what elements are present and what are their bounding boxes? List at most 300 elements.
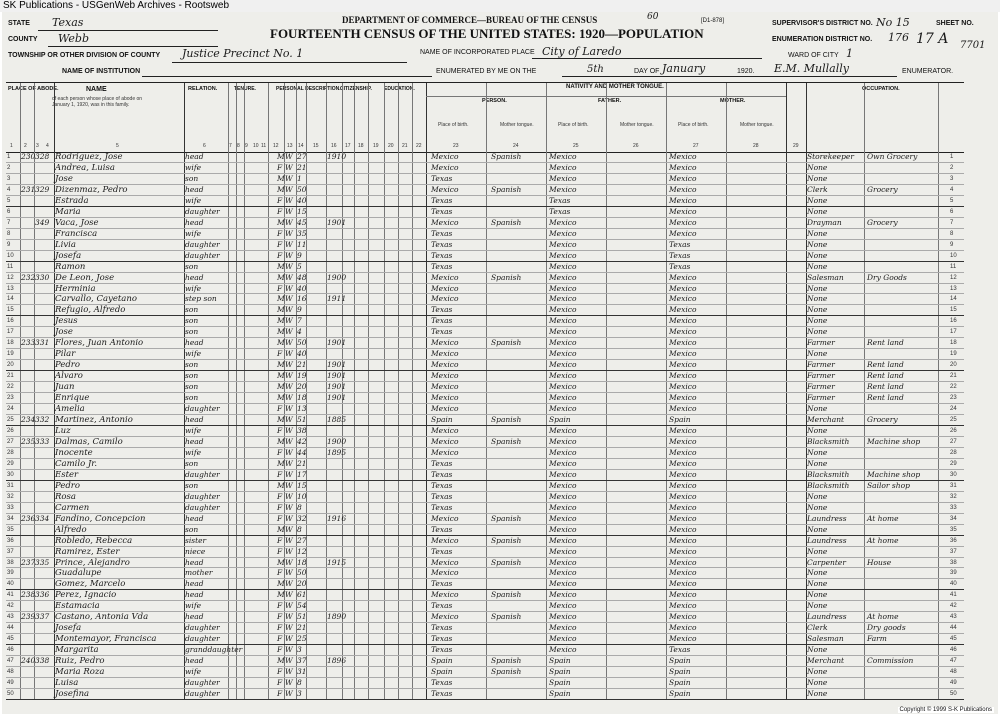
- cell-name: Alfredo: [55, 524, 87, 535]
- cell-rel: head: [185, 338, 204, 348]
- table-row: [6, 623, 964, 634]
- table-row: [6, 547, 964, 558]
- line-number: 38: [950, 559, 957, 566]
- cell-name: Martinez, Antonio: [55, 415, 133, 426]
- line-number: 22: [950, 384, 957, 391]
- cell-name: Montemayor, Francisca: [55, 634, 157, 645]
- cell-age: 51: [297, 415, 307, 425]
- cell-occ: Drayman: [807, 217, 842, 227]
- cell-rel: sister: [185, 535, 207, 545]
- cell-occ: None: [807, 590, 828, 600]
- cell-occ: None: [807, 250, 828, 260]
- cell-fb: Spain: [549, 415, 571, 425]
- cell-dw: 238: [21, 590, 36, 600]
- cell-tongue: Spanish: [491, 217, 522, 227]
- year-value: 1920.: [737, 68, 755, 75]
- cell-rel: wife: [185, 162, 202, 172]
- table-row: [6, 536, 964, 547]
- cell-fb: Mexico: [549, 524, 577, 534]
- cell-fm: Mexico: [669, 327, 697, 337]
- table-row: [6, 240, 964, 251]
- cell-rel: daughter: [185, 206, 220, 216]
- line-number: 46: [950, 647, 957, 654]
- cell-rel: son: [185, 393, 199, 403]
- cell-sex: M: [277, 272, 285, 282]
- line-number: 9: [950, 241, 954, 248]
- col-name-desc: of each person whose place of abode on January 1, 1920, was in this family.: [52, 96, 143, 108]
- line-number: 36: [950, 537, 957, 544]
- table-row: [6, 558, 964, 569]
- cell-fb: Mexico: [549, 294, 577, 304]
- column-header-area: [6, 82, 964, 152]
- cell-yr: 1910: [327, 152, 347, 161]
- cell-fm: Mexico: [669, 623, 697, 633]
- cell-occ: None: [807, 667, 828, 677]
- cell-n: 45: [7, 636, 14, 643]
- table-row: [6, 437, 964, 448]
- cell-sex: F: [277, 535, 283, 545]
- table-row: [6, 360, 964, 371]
- cell-sex: M: [277, 579, 285, 589]
- place-value: City of Laredo: [542, 45, 622, 58]
- cell-dw: 237: [21, 557, 36, 567]
- form-number: [D1-878]: [701, 18, 725, 24]
- cell-age: 3: [297, 689, 302, 699]
- cell-fm: Mexico: [669, 601, 697, 611]
- line-number: 34: [950, 515, 957, 522]
- cell-birth: Mexico: [431, 294, 459, 304]
- cell-fm: Texas: [669, 261, 691, 271]
- table-row: [6, 218, 964, 229]
- cell-birth: Spain: [431, 415, 453, 425]
- cell-fm: Mexico: [669, 426, 697, 435]
- line-number: 37: [950, 548, 957, 555]
- cell-name: Andrea, Luisa: [55, 162, 115, 173]
- cell-occ: Merchant: [807, 656, 845, 666]
- cell-birth: Texas: [431, 480, 453, 490]
- cell-occ: Storekeeper: [807, 152, 854, 161]
- cell-age: 21: [297, 458, 307, 468]
- cell-ind: Grocery: [867, 415, 898, 425]
- table-row: [6, 207, 964, 218]
- cell-name: Josefina: [55, 689, 90, 700]
- table-row: [6, 284, 964, 295]
- cell-occ: None: [807, 458, 828, 468]
- line-number: 42: [950, 603, 957, 610]
- cell-rel: head: [185, 217, 204, 227]
- grid-vline: [786, 82, 787, 152]
- cell-age: 11: [297, 239, 307, 249]
- cell-fb: Mexico: [549, 250, 577, 260]
- cell-dw: 240: [21, 656, 36, 666]
- cell-race: W: [285, 689, 293, 699]
- table-row: [6, 251, 964, 262]
- cell-occ: Blacksmith: [807, 469, 850, 479]
- table-row: [6, 656, 964, 667]
- cell-fm: Mexico: [669, 546, 697, 556]
- cell-birth: Texas: [431, 173, 453, 183]
- table-row: [6, 393, 964, 404]
- cell-occ: Laundress: [807, 612, 847, 622]
- cell-name: Prince, Alejandro: [55, 557, 130, 568]
- cell-fb: Mexico: [549, 579, 577, 589]
- grid-vline: [228, 82, 229, 152]
- cell-birth: Texas: [431, 228, 453, 238]
- cell-birth: Texas: [431, 678, 453, 688]
- line-number: 6: [950, 208, 954, 215]
- cell-rel: son: [185, 458, 199, 468]
- col-personal: PERSONAL DESCRIPTION.: [276, 86, 341, 92]
- township-value: Justice Precinct No. 1: [182, 47, 304, 60]
- grid-vline: [864, 82, 865, 152]
- cell-fb: Mexico: [549, 360, 577, 370]
- col-tenure: TENURE.: [234, 86, 256, 92]
- cell-sex: M: [277, 152, 285, 161]
- cell-name: Estamacia: [55, 601, 100, 612]
- cell-name: Maria: [55, 206, 81, 217]
- table-row: [6, 196, 964, 207]
- cell-fa: 331: [35, 338, 50, 348]
- cell-rel: son: [185, 316, 199, 326]
- cell-occ: None: [807, 228, 828, 238]
- grid-vline: [384, 82, 385, 152]
- table-row: [6, 327, 964, 338]
- cell-birth: Texas: [431, 239, 453, 249]
- line-number: 43: [950, 614, 957, 621]
- cell-fa: 329: [35, 184, 50, 194]
- cell-occ: Farmer: [807, 382, 835, 392]
- cell-sex: M: [277, 360, 285, 370]
- cell-rel: head: [185, 513, 204, 523]
- line-number: 39: [950, 570, 957, 577]
- cell-race: W: [285, 656, 293, 666]
- cell-n: 47: [7, 658, 14, 665]
- window-title-bar: [0, 0, 1000, 12]
- grid-vline: [606, 82, 607, 152]
- table-row: [6, 294, 964, 305]
- cell-sex: F: [277, 601, 283, 611]
- cell-rel: son: [185, 480, 199, 490]
- cell-fb: Mexico: [549, 305, 577, 315]
- cell-name: Pedro: [55, 480, 80, 491]
- cell-rel: head: [185, 557, 204, 567]
- line-number: 11: [950, 263, 957, 270]
- column-number: 1: [10, 143, 13, 149]
- column-number: 27: [693, 143, 699, 149]
- cell-sex: F: [277, 349, 283, 359]
- cell-race: W: [285, 645, 293, 655]
- cell-name: Inocente: [55, 447, 93, 458]
- column-number: 4: [46, 143, 49, 149]
- cell-fm: Mexico: [669, 272, 697, 282]
- cell-name: Juan: [55, 382, 75, 393]
- cell-fm: Mexico: [669, 404, 697, 414]
- cell-occ: None: [807, 349, 828, 359]
- cell-fm: Mexico: [669, 184, 697, 194]
- cell-name: Flores, Juan Antonio: [55, 338, 144, 349]
- cell-sex: F: [277, 426, 283, 435]
- cell-birth: Mexico: [431, 557, 459, 567]
- cell-fm: Mexico: [669, 382, 697, 392]
- column-number: 22: [416, 143, 422, 149]
- table-row: [6, 514, 964, 525]
- table-row: [6, 262, 964, 273]
- cell-name: Josefa: [55, 623, 82, 634]
- cell-sex: F: [277, 447, 283, 457]
- cell-occ: Laundress: [807, 513, 847, 523]
- cell-name: Castano, Antonia Vda: [55, 612, 149, 623]
- cell-birth: Texas: [431, 458, 453, 468]
- cell-ind: At home: [867, 513, 899, 523]
- cell-rel: niece: [185, 546, 206, 556]
- table-row: [6, 371, 964, 382]
- cell-sex: F: [277, 623, 283, 633]
- cell-sex: M: [277, 184, 285, 194]
- cell-name: Gomez, Marcelo: [55, 579, 126, 590]
- line-number: 17: [950, 329, 957, 336]
- cell-birth: Spain: [431, 667, 453, 677]
- cell-n: 36: [7, 537, 14, 544]
- cell-yr: 1885: [327, 415, 347, 425]
- cell-birth: Mexico: [431, 568, 459, 578]
- cell-age: 32: [297, 513, 307, 523]
- cell-occ: None: [807, 645, 828, 655]
- cell-occ: Blacksmith: [807, 436, 850, 446]
- cell-tongue: Spanish: [491, 667, 522, 677]
- cell-rel: daughter: [185, 502, 220, 512]
- line-number: 21: [950, 373, 957, 380]
- cell-fm: Mexico: [669, 436, 697, 446]
- cell-age: 20: [297, 382, 307, 392]
- table-row: [6, 349, 964, 360]
- cell-n: 24: [7, 406, 14, 413]
- cell-age: 4: [297, 327, 302, 337]
- column-number: 16: [331, 143, 337, 149]
- cell-age: 1: [297, 173, 302, 183]
- cell-yr: 1915: [327, 557, 347, 567]
- cell-n: 11: [7, 263, 14, 270]
- cell-rel: daughter: [185, 634, 220, 644]
- cell-age: 48: [297, 272, 307, 282]
- cell-n: 34: [7, 515, 14, 522]
- cell-name: Pedro: [55, 360, 80, 371]
- cell-age: 15: [297, 206, 307, 216]
- cell-race: W: [285, 557, 293, 567]
- cell-fa: 349: [35, 217, 50, 227]
- cell-age: 9: [297, 305, 302, 315]
- cell-fa: 336: [35, 590, 50, 600]
- cell-ind: Grocery: [867, 184, 898, 194]
- cell-birth: Mexico: [431, 371, 459, 381]
- cell-ind: Own Grocery: [867, 152, 918, 161]
- census-table: [6, 152, 964, 700]
- cell-race: W: [285, 316, 293, 326]
- cell-name: Carmen: [55, 502, 90, 513]
- cell-ind: Farm: [867, 634, 887, 644]
- cell-n: 39: [7, 570, 14, 577]
- cell-sex: F: [277, 513, 283, 523]
- cell-rel: head: [185, 612, 204, 622]
- cell-birth: Texas: [431, 261, 453, 271]
- cell-n: 5: [7, 197, 11, 204]
- cell-rel: head: [185, 272, 204, 282]
- line-number: 1: [950, 154, 954, 160]
- cell-rel: daughter: [185, 469, 220, 479]
- cell-ind: Rent land: [867, 382, 904, 392]
- cell-fb: Mexico: [549, 535, 577, 545]
- cell-fb: Mexico: [549, 623, 577, 633]
- cell-race: W: [285, 195, 293, 205]
- cell-fb: Mexico: [549, 371, 577, 381]
- county-label: COUNTY: [8, 36, 38, 43]
- grid-hline: [6, 82, 964, 83]
- cell-sex: M: [277, 436, 285, 446]
- cell-occ: None: [807, 491, 828, 501]
- cell-fm: Texas: [669, 645, 691, 655]
- cell-n: 28: [7, 449, 14, 456]
- cell-age: 40: [297, 349, 307, 359]
- cell-occ: None: [807, 316, 828, 326]
- cell-ind: Rent land: [867, 393, 904, 403]
- cell-name: Pilar: [55, 349, 76, 360]
- cell-rel: granddaughter: [185, 645, 243, 655]
- grid-vline: [326, 82, 327, 152]
- cell-name: Herminia: [55, 283, 96, 294]
- cell-fm: Texas: [669, 250, 691, 260]
- cell-sex: F: [277, 634, 283, 644]
- cell-birth: Mexico: [431, 393, 459, 403]
- cell-race: W: [285, 546, 293, 556]
- cell-birth: Texas: [431, 623, 453, 633]
- cell-fm: Mexico: [669, 371, 697, 381]
- cell-race: W: [285, 623, 293, 633]
- cell-occ: None: [807, 678, 828, 688]
- line-number: 47: [950, 658, 957, 665]
- cell-rel: son: [185, 524, 199, 534]
- cell-occ: None: [807, 305, 828, 315]
- cell-occ: None: [807, 261, 828, 271]
- col-father-birth: Place of birth.: [558, 122, 589, 128]
- cell-fa: 333: [35, 436, 50, 446]
- table-row: [6, 163, 964, 174]
- cell-occ: None: [807, 327, 828, 337]
- cell-sex: F: [277, 250, 283, 260]
- cell-race: W: [285, 404, 293, 414]
- line-number: 24: [950, 406, 957, 413]
- grid-vline: [486, 82, 487, 152]
- column-number: 10: [253, 143, 259, 149]
- cell-occ: Farmer: [807, 393, 835, 403]
- cell-n: 13: [7, 285, 14, 292]
- cell-age: 27: [297, 535, 307, 545]
- cell-yr: 1901: [327, 382, 347, 392]
- cell-age: 27: [297, 152, 307, 161]
- table-row: [6, 338, 964, 349]
- cell-race: W: [285, 535, 293, 545]
- cell-birth: Texas: [431, 634, 453, 644]
- cell-fa: 334: [35, 513, 50, 523]
- cell-race: W: [285, 601, 293, 611]
- table-row: [6, 426, 964, 437]
- cell-name: Jesus: [55, 316, 78, 327]
- grid-vline: [34, 82, 35, 152]
- col-nativity: NATIVITY AND MOTHER TONGUE.: [566, 84, 664, 90]
- col-name: NAME: [86, 86, 107, 93]
- cell-fb: Mexico: [549, 645, 577, 655]
- table-row: [6, 678, 964, 689]
- cell-name: Margarita: [55, 645, 99, 656]
- cell-occ: Farmer: [807, 338, 835, 348]
- cell-name: Camilo Jr.: [55, 458, 98, 469]
- cell-fb: Mexico: [549, 173, 577, 183]
- cell-yr: 1901: [327, 371, 347, 381]
- column-number: 12: [273, 143, 279, 149]
- cell-race: W: [285, 634, 293, 644]
- grid-vline: [306, 82, 307, 152]
- col-relation: RELATION.: [188, 86, 218, 92]
- line-number: 32: [950, 493, 957, 500]
- line-number: 27: [950, 438, 957, 445]
- cell-fa: 337: [35, 612, 50, 622]
- cell-fb: Mexico: [549, 283, 577, 293]
- cell-sex: F: [277, 612, 283, 622]
- cell-occ: Carpenter: [807, 557, 846, 567]
- cell-age: 17: [297, 469, 307, 479]
- cell-rel: wife: [185, 195, 202, 205]
- cell-occ: Laundress: [807, 535, 847, 545]
- cell-fb: Mexico: [549, 590, 577, 600]
- cell-age: 21: [297, 360, 307, 370]
- cell-occ: None: [807, 404, 828, 414]
- cell-age: 10: [297, 491, 307, 501]
- cell-race: W: [285, 568, 293, 578]
- table-row: [6, 503, 964, 514]
- cell-occ: None: [807, 426, 828, 435]
- cell-sex: F: [277, 678, 283, 688]
- cell-fm: Mexico: [669, 283, 697, 293]
- column-number: 2: [24, 143, 27, 149]
- cell-fb: Mexico: [549, 152, 577, 161]
- cell-rel: daughter: [185, 491, 220, 501]
- cell-occ: None: [807, 447, 828, 457]
- cell-fb: Mexico: [549, 239, 577, 249]
- cell-race: W: [285, 524, 293, 534]
- cell-dw: 239: [21, 612, 36, 622]
- cell-fm: Mexico: [669, 612, 697, 622]
- cell-birth: Mexico: [431, 404, 459, 414]
- cell-race: W: [285, 415, 293, 425]
- cell-race: W: [285, 678, 293, 688]
- cell-name: Luz: [55, 426, 71, 436]
- cell-fm: Mexico: [669, 173, 697, 183]
- cell-birth: Mexico: [431, 338, 459, 348]
- cell-age: 18: [297, 557, 307, 567]
- line-number: 13: [950, 285, 957, 292]
- cell-ind: Grocery: [867, 217, 898, 227]
- cell-rel: son: [185, 360, 199, 370]
- cell-fm: Mexico: [669, 480, 697, 490]
- state-label: STATE: [8, 20, 30, 27]
- cell-birth: Texas: [431, 689, 453, 699]
- cell-tongue: Spanish: [491, 272, 522, 282]
- enumerator-value: E.M. Mullally: [774, 62, 849, 75]
- line-number: 41: [950, 592, 957, 599]
- cell-tongue: Spanish: [491, 535, 522, 545]
- col-father-tongue: Mother tongue.: [620, 122, 654, 128]
- col-place-of-abode: PLACE OF ABODE.: [8, 86, 59, 92]
- cell-race: W: [285, 371, 293, 381]
- cell-age: 8: [297, 502, 302, 512]
